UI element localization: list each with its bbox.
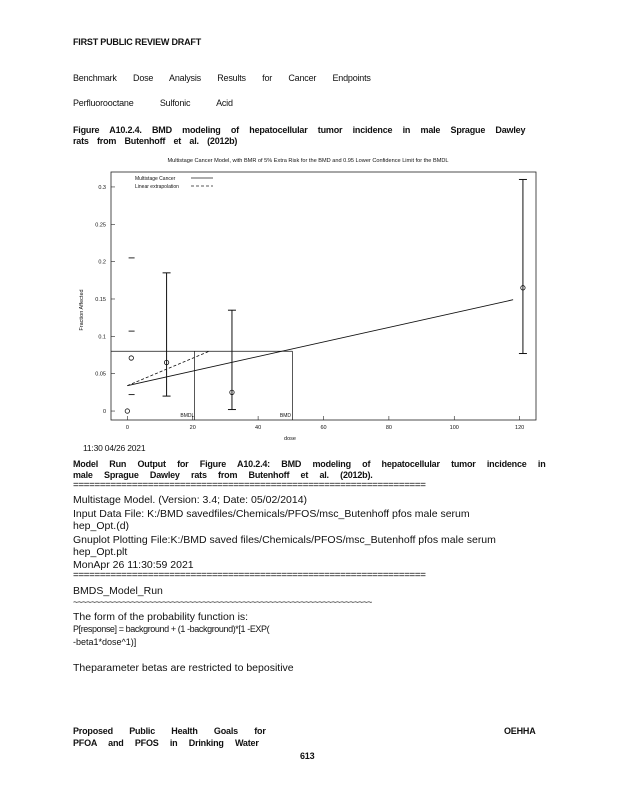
formula-line1: P[response] = background + (1 -background)*[1 -EXP( [73, 624, 270, 634]
data-point [129, 356, 133, 360]
x-axis-label: dose [284, 436, 296, 442]
chart-title: Multistage Cancer Model, with BMR of 5% Extra Risk for the BMD and 0.95 Lower Confidence Limit for the BMDL [167, 158, 449, 164]
betas-note: Theparameter betas are restricted to bepositive [73, 662, 294, 674]
run-date: MonApr 26 11:30:59 2021 [73, 559, 194, 571]
tilde-separator: ~~~~~~~~~~~~~~~~~~~~~~~~~~~~~~~~~~~~~~~~~~~~~~~~~~~~~~~~~~~~~~~~~~~ [73, 597, 372, 607]
data-point [125, 409, 129, 413]
plot-frame [111, 172, 536, 420]
x-tick-label: 40 [255, 425, 262, 431]
x-tick-label: 120 [515, 425, 525, 431]
bmdl-label: BMDL [180, 413, 195, 419]
figure-caption-line2: rats from Butenhoff et al. (2012b) [73, 136, 238, 146]
x-tick-label: 20 [189, 425, 196, 431]
input-file-line1: Input Data File: K:/BMD savedfiles/Chemicals/PFOS/msc_Butenhoff pfos male serum [73, 508, 470, 520]
gnuplot-file-line1: Gnuplot Plotting File:K:/BMD saved files/Chemicals/PFOS/msc_Butenhoff pfos male serum [73, 534, 496, 546]
legend-linear: Linear extrapolation [135, 184, 179, 190]
figure-timestamp: 11:30 04/26 2021 [83, 443, 146, 453]
bmd-chart [73, 150, 543, 450]
y-tick-label: 0.3 [98, 184, 106, 191]
y-tick-label: 0.1 [98, 334, 106, 341]
output-heading-line1: Model Run Output for Figure A10.2.4: BMD modeling of hepatocellular tumor incidence in [73, 459, 546, 469]
bmds-model-run: BMDS_Model_Run [73, 585, 163, 597]
input-file-line2: hep_Opt.(d) [73, 520, 130, 532]
probability-form: The form of the probability function is: [73, 611, 249, 623]
draft-header: FIRST PUBLIC REVIEW DRAFT [73, 37, 201, 47]
separator-1: ================================================================== [73, 480, 426, 491]
footer-left-line2: PFOA and PFOS in Drinking Water [73, 738, 259, 748]
separator-2: ================================================================== [73, 570, 426, 581]
section-title: Benchmark Dose Analysis Results for Cancer Endpoints [73, 73, 371, 83]
x-tick-label: 0 [125, 425, 129, 431]
footer-left-line1: Proposed Public Health Goals for [73, 726, 266, 736]
y-axis-label: Fraction Affected [79, 289, 85, 331]
x-tick-label: 100 [449, 425, 459, 431]
model-version: Multistage Model. (Version: 3.4; Date: 05/02/2014) [73, 494, 308, 506]
gnuplot-file-line2: hep_Opt.plt [73, 546, 128, 558]
figure-caption-line1: Figure A10.2.4. BMD modeling of hepatocellular tumor incidence in male Sprague Dawley [73, 125, 526, 135]
y-tick-label: 0.15 [95, 296, 106, 303]
legend-model: Multistage Cancer [135, 176, 176, 182]
linear-extrapolation [127, 351, 209, 385]
footer-right: OEHHA [504, 726, 536, 736]
model-curve [127, 300, 513, 386]
y-tick-label: 0.05 [95, 371, 106, 378]
output-heading-line2: male Sprague Dawley rats from Butenhoff et al. (2012b). [73, 470, 373, 480]
formula-line2: -beta1*dose^1)] [73, 637, 137, 647]
y-tick-label: 0.25 [95, 222, 106, 229]
y-tick-label: 0.2 [98, 259, 106, 266]
y-tick-label: 0 [102, 409, 106, 416]
x-tick-label: 60 [320, 425, 327, 431]
chemical-name: Perfluorooctane Sulfonic Acid [73, 98, 233, 108]
bmd-label: BMD [279, 413, 292, 419]
page-number: 613 [300, 751, 315, 761]
x-tick-label: 80 [385, 425, 392, 431]
